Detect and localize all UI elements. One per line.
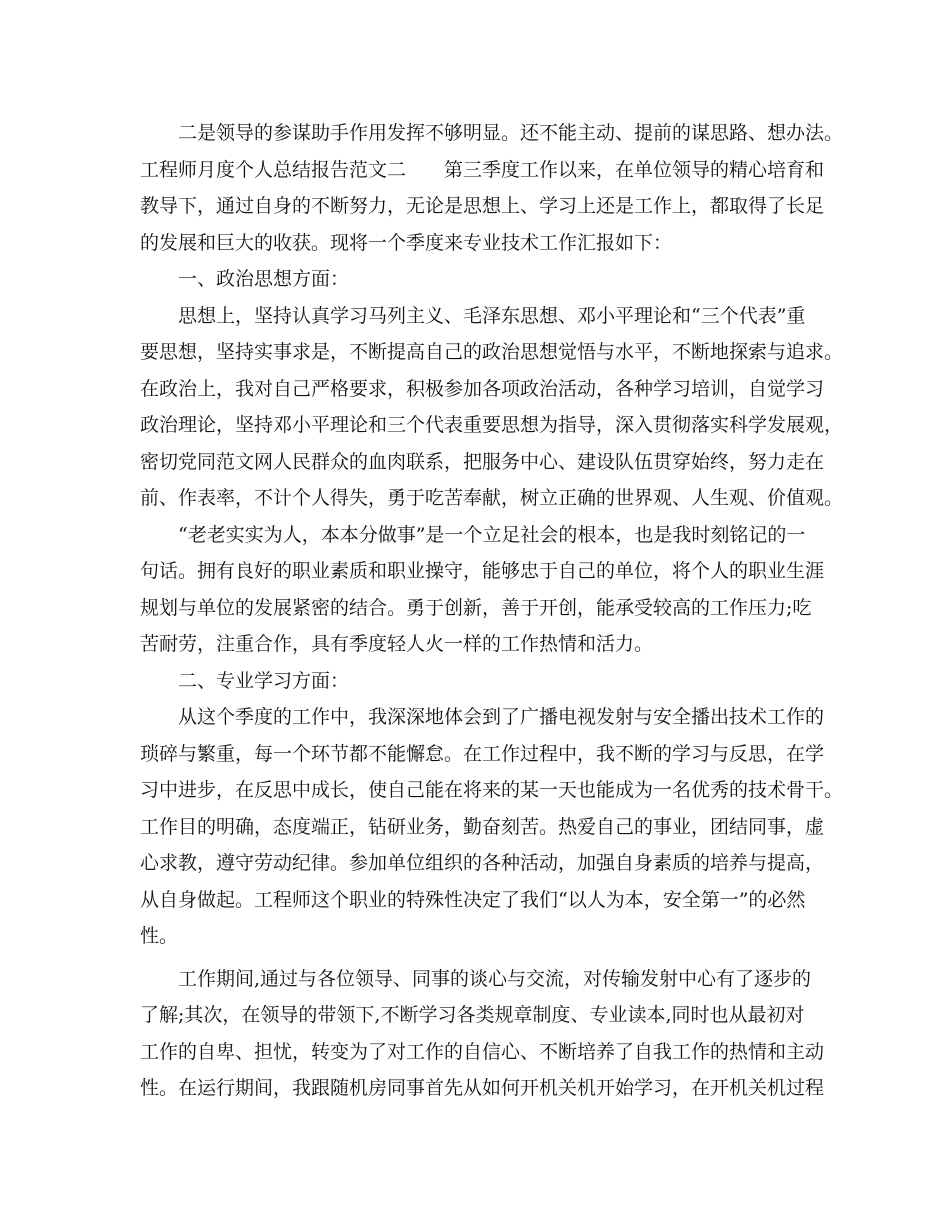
text-line: 的发展和巨大的收获。现将一个季度来专业技术工作汇报如下： — [140, 231, 673, 254]
text-line: 心求教，遵守劳动纪律。参加单位组织的各种活动，加强自身素质的培养与提高， — [140, 852, 825, 874]
text-line: 二是领导的参谋助手作用发挥不够明显。还不能主动、提前的谋思路、想办法。 — [178, 122, 844, 144]
text-line: 琐碎与繁重，每一个环节都不能懈怠。在工作过程中，我不断的学习与反思，在学 — [140, 742, 825, 765]
text-line: 要思想，坚持实事求是，不断提高自己的政治思想觉悟与水平，不断地探索与追求。 — [140, 341, 844, 363]
text-line: 工程师月度个人总结报告范文二 第三季度工作以来，在单位领导的精心培育和 — [140, 158, 825, 181]
text-line: 教导下，通过自身的不断努力，无论是思想上、学习上还是工作上，都取得了长足 — [140, 195, 825, 217]
text-line: 句话。拥有良好的职业素质和职业操守，能够忠于自己的单位，将个人的职业生涯 — [140, 560, 825, 582]
document-body — [140, 115, 844, 1107]
text-line: 工作期间,通过与各位领导、同事的谈心与交流，对传输发射中心有了逐步的 — [178, 967, 812, 990]
text-line: 工作的自卑、担忧，转变为了对工作的自信心、不断培养了自我工作的热情和主动 — [140, 1040, 825, 1063]
text-line: 密切党同范文网人民群众的血肉联系，把服务中心、建设队伍贯穿始终，努力走在 — [140, 450, 825, 473]
text-line: 从这个季度的工作中，我深深地体会到了广播电视发射与安全播出技术工作的 — [178, 706, 825, 728]
text-line: “老老实实为人，本本分做事”是一个立足社会的根本，也是我时刻铭记的一 — [178, 523, 806, 546]
text-line: 思想上，坚持认真学习马列主义、毛泽东思想、邓小平理论和“三个代表”重 — [178, 304, 806, 327]
text-line: 性。在运行期间，我跟随机房同事首先从如何开机关机开始学习，在开机关机过程 — [140, 1077, 825, 1099]
text-line: 性。 — [140, 925, 179, 947]
text-line: 在政治上，我对自己严格要求，积极参加各项政治活动，各种学习培训，自觉学习 — [140, 377, 825, 400]
text-line: 前、作表率，不计个人得失，勇于吃苦奉献，树立正确的世界观、人生观、价值观。 — [140, 487, 844, 509]
text-line: 习中进步，在反思中成长，使自己能在将来的某一天也能成为一名优秀的技术骨干。 — [140, 779, 844, 801]
text-line: 苦耐劳，注重合作，具有季度轻人火一样的工作热情和活力。 — [140, 633, 654, 655]
section-heading: 二、专业学习方面： — [178, 669, 350, 692]
text-line: 工作目的明确，态度端正，钻研业务，勤奋刻苦。热爱自己的事业，团结同事，虚 — [140, 815, 825, 838]
text-line: 从自身做起。工程师这个职业的特殊性决定了我们“以人为本，安全第一”的必然 — [140, 888, 806, 911]
section-heading: 一、政治思想方面： — [178, 268, 350, 290]
text-line: 了解;其次，在领导的带领下,不断学习各类规章制度、专业读本,同时也从最初对 — [140, 1004, 805, 1026]
text-line: 规划与单位的发展紧密的结合。勇于创新，善于开创，能承受较高的工作压力;吃 — [140, 596, 812, 619]
text-line: 政治理论，坚持邓小平理论和三个代表重要思想为指导，深入贯彻落实科学发展观， — [140, 414, 844, 436]
